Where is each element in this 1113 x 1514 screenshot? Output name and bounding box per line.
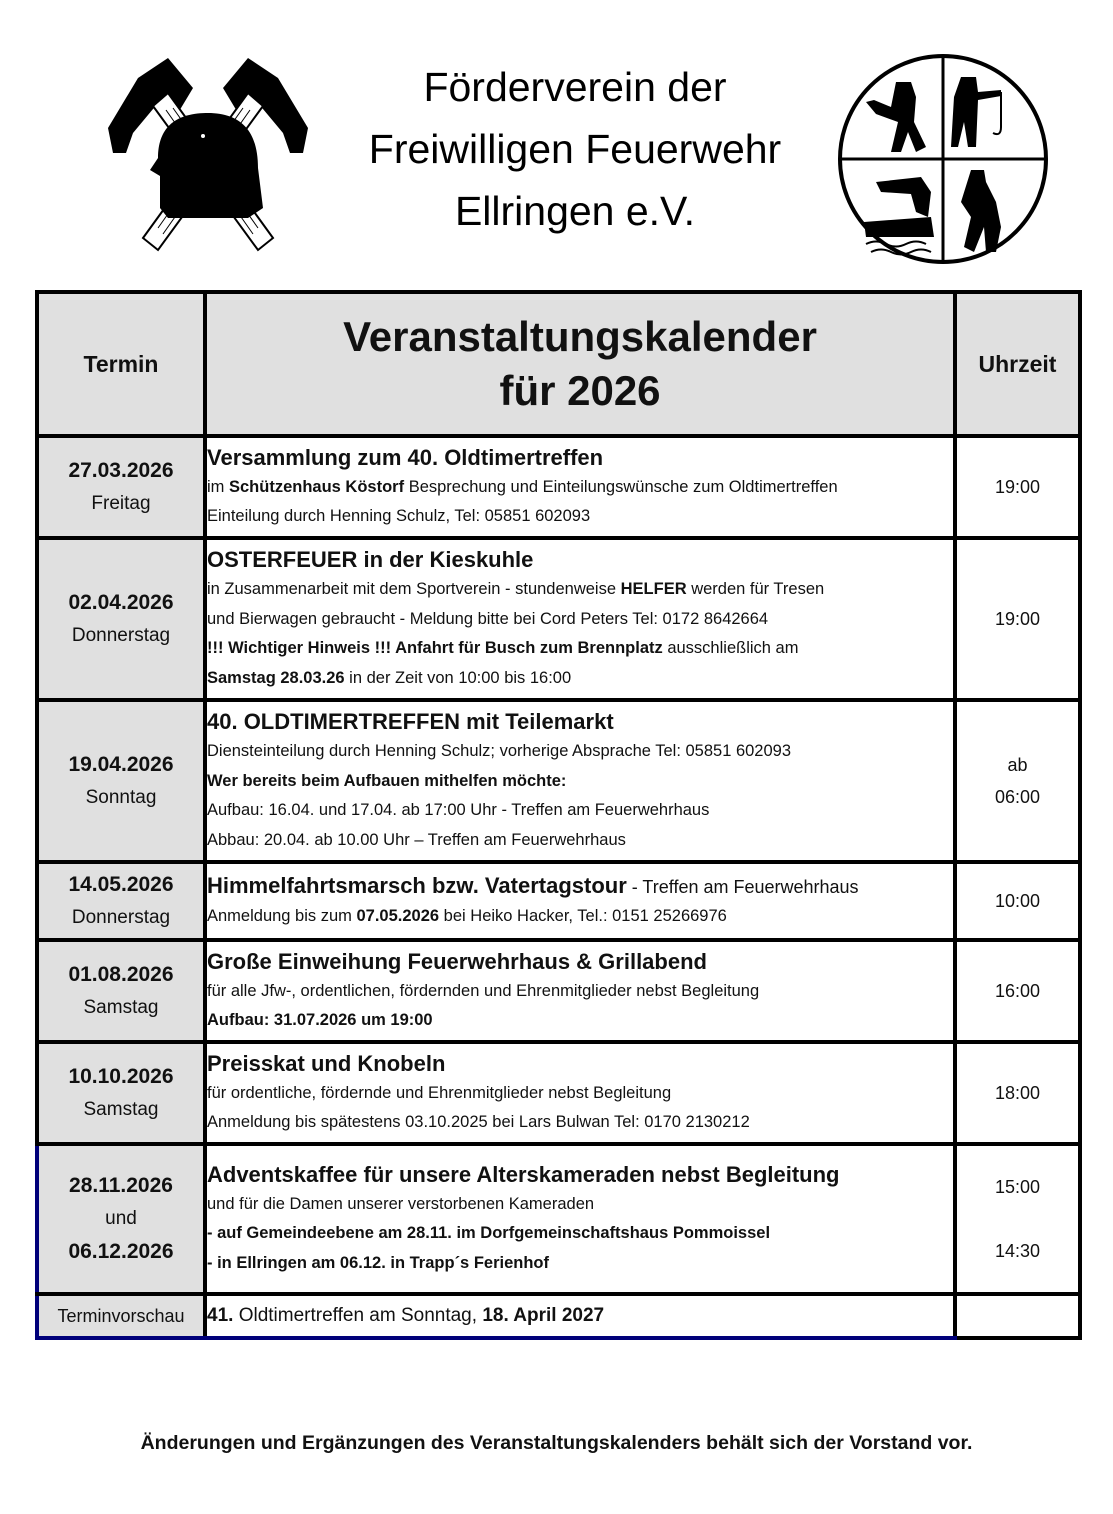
event-title-text: Versammlung zum 40. Oldtimertreffen xyxy=(207,444,604,470)
table-row-preview xyxy=(37,1294,1080,1338)
event-detail-line xyxy=(207,1108,953,1138)
event-detail-line xyxy=(207,634,953,664)
event-date-connector: und xyxy=(105,1208,137,1229)
event-detail-line xyxy=(207,1006,953,1036)
event-date: 10.10.2026 xyxy=(68,1065,174,1088)
event-time-1: 15:00 xyxy=(994,1177,1041,1197)
event-detail-line xyxy=(207,502,953,532)
event-time-cell xyxy=(955,940,1080,1042)
event-detail-line xyxy=(207,737,953,767)
event-title-text: OSTERFEUER in der Kieskuhle xyxy=(207,547,534,572)
event-title xyxy=(207,1049,953,1079)
fire-brigade-emblem-icon xyxy=(836,52,1050,266)
table-row-event xyxy=(37,1042,1080,1144)
event-rows xyxy=(37,436,1080,1144)
event-date-cell xyxy=(37,1042,205,1144)
event-detail-segment: !!! Wichtiger Hinweis !!! Anfahrt für Busch zum Brennplatz xyxy=(207,639,663,657)
event-detail-line xyxy=(207,796,953,826)
table-row-event xyxy=(37,700,1080,862)
event-detail-segment: Anmeldung bis zum xyxy=(207,906,357,925)
event-detail-segment: Aufbau: 31.07.2026 um 19:00 xyxy=(207,1011,433,1029)
event-time: ab xyxy=(1007,755,1028,775)
event-calendar-table xyxy=(35,290,1082,1340)
event-detail-segment: Wer bereits beim Aufbauen mithelfen möchte: xyxy=(207,771,567,790)
event-title-text: Preisskat und Knobeln xyxy=(207,1050,446,1076)
event-title xyxy=(207,871,953,902)
event-date-cell xyxy=(37,436,205,538)
event-detail-segment: für ordentliche, fördernde und Ehrenmitglieder nebst Begleitung xyxy=(207,1083,672,1102)
event-detail-line: und für die Damen unserer verstorbenen Kameraden xyxy=(207,1194,595,1213)
table-row-event xyxy=(37,940,1080,1042)
event-date-cell xyxy=(37,538,205,700)
event-time-cell xyxy=(955,700,1080,862)
preview-text: Oldtimertreffen am Sonntag, xyxy=(233,1305,483,1327)
event-time: 19:00 xyxy=(994,609,1041,629)
event-detail-line xyxy=(207,473,953,503)
event-title xyxy=(207,707,953,737)
event-time: 10:00 xyxy=(994,891,1041,911)
event-time: 06:00 xyxy=(994,787,1041,807)
event-title xyxy=(207,947,953,977)
event-description-cell xyxy=(205,862,955,940)
event-detail-segment: in der Zeit von 10:00 bis 16:00 xyxy=(344,668,572,687)
event-detail-line: - auf Gemeindeebene am 28.11. im Dorfgemeinschaftshaus Pommoissel xyxy=(207,1224,771,1243)
event-detail-segment: Einteilung durch Henning Schulz, Tel: 05851 602093 xyxy=(207,507,591,525)
event-date: 01.08.2026 xyxy=(68,963,174,986)
table-row-event xyxy=(37,862,1080,940)
event-time-cell xyxy=(955,1144,1080,1294)
event-detail-line xyxy=(207,664,953,694)
event-detail-segment: und Bierwagen gebraucht - Meldung bitte bei Cord Peters Tel: 0172 8642664 xyxy=(207,609,769,628)
event-detail-segment: Besprechung und Einteilungswünsche zum Oldtimertreffen xyxy=(404,477,838,496)
event-date: 14.05.2026 xyxy=(68,873,174,896)
table-row-advent xyxy=(37,1144,1080,1294)
event-date-cell xyxy=(37,1144,205,1294)
event-title xyxy=(207,545,953,575)
event-detail-segment: werden für Tresen xyxy=(686,580,825,598)
event-detail-segment: 07.05.2026 xyxy=(356,906,440,925)
event-description-cell xyxy=(205,436,955,538)
event-detail-line xyxy=(207,977,953,1007)
event-description-cell xyxy=(205,538,955,700)
event-title: Adventskaffee für unsere Alterskameraden nebst Begleitung xyxy=(207,1161,840,1187)
event-time: 19:00 xyxy=(994,477,1041,497)
preview-number: 41. xyxy=(207,1305,234,1327)
footer-disclaimer: Änderungen und Ergänzungen des Veranstaltungskalenders behält sich der Vorstand vor. xyxy=(140,1432,973,1454)
preview-time-cell xyxy=(955,1294,1080,1338)
event-title-suffix: - Treffen am Feuerwehrhaus xyxy=(626,876,859,897)
org-line-2: Freiwilligen Feuerwehr xyxy=(368,126,782,172)
event-time-cell xyxy=(955,1042,1080,1144)
event-date: 02.04.2026 xyxy=(68,591,174,614)
org-line-1: Förderverein der xyxy=(423,64,727,110)
calendar-title-line-2: für 2026 xyxy=(499,367,661,414)
event-title-text: Große Einweihung Feuerwehrhaus & Grillabend xyxy=(207,948,707,974)
event-detail-line xyxy=(207,767,953,797)
event-weekday: Samstag xyxy=(83,1099,159,1120)
event-time-cell xyxy=(955,436,1080,538)
event-title-text: 40. OLDTIMERTREFFEN mit Teilemarkt xyxy=(207,709,614,734)
preview-date: 18. April 2027 xyxy=(482,1305,605,1327)
event-date-cell xyxy=(37,862,205,940)
org-line-3: Ellringen e.V. xyxy=(454,188,696,234)
event-date: 27.03.2026 xyxy=(68,459,174,482)
preview-label: Terminvorschau xyxy=(37,1294,205,1338)
event-detail-segment: in Zusammenarbeit mit dem Sportverein - stundenweise xyxy=(207,580,621,598)
event-description-cell xyxy=(205,940,955,1042)
table-header-row xyxy=(37,292,1080,436)
calendar-title xyxy=(205,292,955,436)
event-description-cell xyxy=(205,1042,955,1144)
event-weekday: Sonntag xyxy=(85,787,157,808)
event-time-2: 14:30 xyxy=(994,1241,1041,1261)
event-detail-segment: Aufbau: 16.04. und 17.04. ab 17:00 Uhr - Treffen am Feuerwehrhaus xyxy=(207,801,710,819)
event-detail-line xyxy=(207,902,953,932)
event-description-cell xyxy=(205,1144,955,1294)
event-detail-line: - in Ellringen am 06.12. in Trapp´s Ferienhof xyxy=(207,1253,549,1272)
event-time: 18:00 xyxy=(994,1083,1041,1103)
event-description-cell xyxy=(205,700,955,862)
event-detail-line xyxy=(207,605,953,635)
event-detail-segment: für alle Jfw-, ordentlichen, fördernden und Ehrenmitglieder nebst Begleitung xyxy=(207,981,760,1000)
event-time: 16:00 xyxy=(994,981,1041,1001)
event-detail-segment: Samstag 28.03.26 xyxy=(207,668,345,687)
event-detail-segment: Abbau: 20.04. ab 10.00 Uhr – Treffen am Feuerwehrhaus xyxy=(207,830,626,849)
event-title-text: Himmelfahrtsmarsch bzw. Vatertagstour xyxy=(207,872,627,898)
event-date: 19.04.2026 xyxy=(68,753,174,776)
column-header-termin: Termin xyxy=(37,292,205,436)
event-time-cell xyxy=(955,862,1080,940)
table-row-event xyxy=(37,538,1080,700)
event-detail-segment: Schützenhaus Köstorf xyxy=(229,477,405,496)
event-detail-segment: im xyxy=(207,477,229,496)
event-weekday: Donnerstag xyxy=(71,625,171,646)
event-date-cell xyxy=(37,940,205,1042)
column-header-uhrzeit: Uhrzeit xyxy=(955,292,1080,436)
event-detail-line xyxy=(207,575,953,605)
event-weekday: Freitag xyxy=(91,493,151,514)
calendar-title-line-1: Veranstaltungskalender xyxy=(343,313,817,360)
event-date-1: 28.11.2026 xyxy=(69,1174,173,1197)
helmet-crossed-axes-logo-icon xyxy=(98,58,318,258)
event-date-cell xyxy=(37,700,205,862)
event-time-cell xyxy=(955,538,1080,700)
event-detail-segment: Anmeldung bis spätestens 03.10.2025 bei Lars Bulwan Tel: 0170 2130212 xyxy=(207,1113,750,1131)
preview-description-cell xyxy=(205,1294,955,1338)
event-detail-segment: bei Heiko Hacker, Tel.: 0151 25266976 xyxy=(439,906,727,925)
event-detail-line xyxy=(207,1079,953,1109)
organization-name xyxy=(330,56,820,242)
table-row-event xyxy=(37,436,1080,538)
event-detail-line xyxy=(207,826,953,856)
event-detail-segment: HELFER xyxy=(620,580,687,598)
event-weekday: Samstag xyxy=(83,997,159,1018)
event-weekday: Donnerstag xyxy=(71,907,171,928)
event-title xyxy=(207,443,953,473)
letterhead xyxy=(0,40,1113,280)
event-detail-segment: Diensteinteilung durch Henning Schulz; vorherige Absprache Tel: 05851 602093 xyxy=(207,742,792,760)
event-date-2: 06.12.2026 xyxy=(68,1240,174,1263)
event-detail-segment: ausschließlich am xyxy=(662,639,799,657)
